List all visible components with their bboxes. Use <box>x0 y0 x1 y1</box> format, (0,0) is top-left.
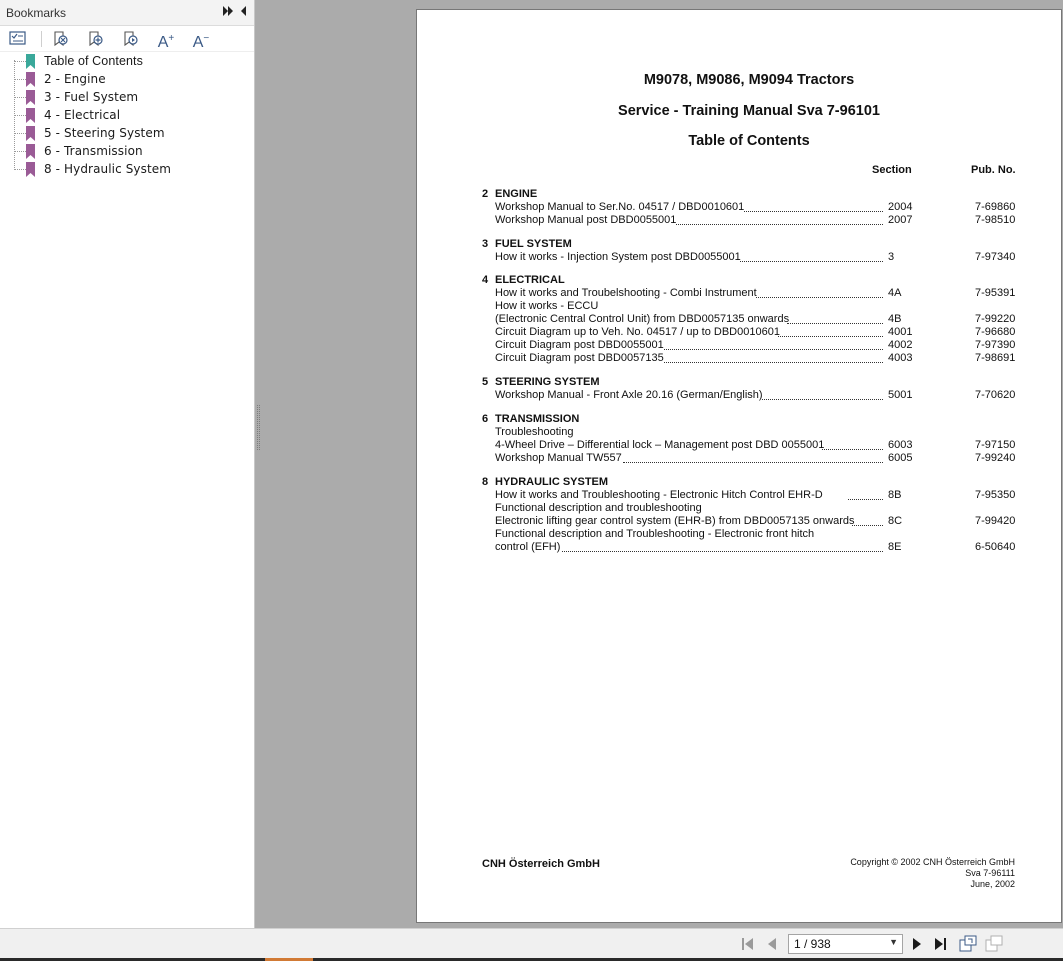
dot-leader <box>848 499 883 500</box>
section-heading: FUEL SYSTEM <box>495 238 572 250</box>
toc-entry-text: 4-Wheel Drive – Differential lock – Management post DBD 0055001 <box>495 439 825 451</box>
bookmark-flag-icon <box>26 162 36 177</box>
document-page <box>416 9 1062 923</box>
previous-page-icon[interactable] <box>767 937 777 951</box>
footer-doc-number: Sva 7-96111 <box>965 868 1015 878</box>
dot-leader <box>787 323 883 324</box>
dot-leader <box>676 224 883 225</box>
bookmark-transmission[interactable] <box>14 143 244 161</box>
panel-collapse-icon[interactable] <box>240 6 247 19</box>
toc-pub-number: 7-99220 <box>975 313 1016 325</box>
toc-entry-text: Functional description and Troubleshooting - Electronic front hitch <box>495 528 815 540</box>
section-heading: STEERING SYSTEM <box>495 376 600 388</box>
section-number: 8 <box>482 476 489 488</box>
toc-section-code: 8B <box>888 489 902 501</box>
dot-leader <box>562 551 883 552</box>
toc-pub-number: 6-50640 <box>975 541 1016 553</box>
toc-pub-number: 7-69860 <box>975 201 1016 213</box>
add-bookmark-icon[interactable] <box>87 30 107 48</box>
bookmark-steering-system[interactable] <box>14 125 244 143</box>
toolbar-separator <box>41 31 42 47</box>
tree-connector <box>14 61 26 62</box>
panel-splitter[interactable] <box>257 405 260 450</box>
font-increase-icon[interactable]: A+ <box>157 33 175 51</box>
toc-section-code: 4002 <box>888 339 913 351</box>
toc-section-code: 4003 <box>888 352 913 364</box>
tree-connector <box>14 79 26 80</box>
bookmarks-panel-header <box>0 0 254 26</box>
toc-pub-number: 7-98510 <box>975 214 1016 226</box>
dot-leader <box>778 336 883 337</box>
fit-page-icon[interactable] <box>959 935 977 949</box>
tree-connector <box>14 169 26 170</box>
toc-entry-text: Circuit Diagram post DBD0055001 <box>495 339 664 351</box>
toc-entry-text: Troubleshooting <box>495 426 574 438</box>
toc-section-code: 2004 <box>888 201 913 213</box>
toc-section-code: 6005 <box>888 452 913 464</box>
toc-entry-text: Workshop Manual post DBD0055001 <box>495 214 677 226</box>
toc-section-code: 6003 <box>888 439 913 451</box>
section-heading: ELECTRICAL <box>495 274 565 286</box>
toc-section-code: 4001 <box>888 326 913 338</box>
page-navigation-bar <box>0 928 1063 958</box>
section-number: 4 <box>482 274 489 286</box>
bookmark-flag-icon <box>26 54 36 69</box>
document-title-models: M9078, M9086, M9094 Tractors <box>643 72 855 88</box>
toc-pub-number: 7-99420 <box>975 515 1016 527</box>
dot-leader <box>756 297 883 298</box>
bookmark-options-icon[interactable] <box>9 30 29 48</box>
page-indicator: 1 / 938 <box>794 937 831 951</box>
toc-pub-number: 7-95350 <box>975 489 1016 501</box>
toc-entry-text: How it works - Injection System post DBD0055001 <box>495 251 741 263</box>
panel-expand-icon[interactable] <box>223 6 234 19</box>
toc-pub-number: 7-70620 <box>975 389 1016 401</box>
dot-leader <box>664 362 883 363</box>
toc-entry-text: Electronic lifting gear control system (EHR-B) from DBD0057135 onwards <box>495 515 855 527</box>
toc-section-code: 4B <box>888 313 902 325</box>
toc-section-code: 4A <box>888 287 902 299</box>
toc-pub-number: 7-96680 <box>975 326 1016 338</box>
toc-pub-number: 7-97340 <box>975 251 1016 263</box>
section-number: 3 <box>482 238 489 250</box>
toc-pub-number: 7-99240 <box>975 452 1016 464</box>
dot-leader <box>744 211 883 212</box>
bookmark-label: 8 - Hydraulic System <box>44 162 172 176</box>
section-heading: HYDRAULIC SYSTEM <box>495 476 609 488</box>
bookmark-table-of-contents[interactable] <box>14 53 244 71</box>
toc-section-code: 2007 <box>888 214 913 226</box>
toc-entry-text: control (EFH) <box>495 541 561 553</box>
last-page-icon[interactable] <box>934 937 948 951</box>
tree-connector <box>14 115 26 116</box>
bookmark-flag-icon <box>26 72 36 87</box>
bookmark-properties-icon[interactable] <box>122 30 142 48</box>
panel-title: Bookmarks <box>6 6 67 20</box>
toc-section-code: 8E <box>888 541 902 553</box>
toc-pub-number: 7-98691 <box>975 352 1016 364</box>
toc-entry-text: Functional description and troubleshooting <box>495 502 702 514</box>
dot-leader <box>852 525 883 526</box>
bookmark-label: Table of Contents <box>44 54 143 68</box>
toc-section-code: 5001 <box>888 389 913 401</box>
dot-leader <box>762 399 883 400</box>
dot-leader <box>623 462 883 463</box>
bookmark-hydraulic-system[interactable] <box>14 161 244 179</box>
bookmark-electrical[interactable] <box>14 107 244 125</box>
dot-leader <box>822 449 883 450</box>
two-page-view-icon[interactable] <box>985 935 1003 949</box>
toc-entry-text: How it works - ECCU <box>495 300 599 312</box>
bookmark-flag-icon <box>26 90 36 105</box>
bookmark-flag-icon <box>26 144 36 159</box>
toc-entry-text: How it works and Troubelshooting - Combi Instrument <box>495 287 757 299</box>
bookmark-label: 6 - Transmission <box>44 144 143 158</box>
bookmark-flag-icon <box>26 126 36 141</box>
footer-company: CNH Österreich GmbH <box>482 858 600 870</box>
column-header-pub: Pub. No. <box>971 164 1016 176</box>
bookmark-label: 4 - Electrical <box>44 108 121 122</box>
tree-connector <box>14 151 26 152</box>
toc-entry-text: (Electronic Central Control Unit) from DBD0057135 onwards <box>495 313 790 325</box>
footer-date: June, 2002 <box>970 879 1015 889</box>
toc-entry-text: Circuit Diagram up to Veh. No. 04517 / up to DBD0010601 <box>495 326 780 338</box>
font-decrease-icon[interactable]: A− <box>192 33 210 51</box>
footer-copyright: Copyright © 2002 CNH Österreich GmbH <box>850 857 1015 867</box>
tree-connector <box>14 97 26 98</box>
toc-entry-text: How it works and Troubleshooting - Electronic Hitch Control EHR-D <box>495 489 823 501</box>
section-number: 2 <box>482 188 489 200</box>
toc-section-code: 8C <box>888 515 903 527</box>
section-heading: TRANSMISSION <box>495 413 580 425</box>
bookmark-label: 2 - Engine <box>44 72 106 86</box>
bookmark-label: 3 - Fuel System <box>44 90 139 104</box>
dot-leader <box>664 349 883 350</box>
toc-pub-number: 7-97390 <box>975 339 1016 351</box>
document-title-manual: Service - Training Manual Sva 7-96101 <box>618 103 880 119</box>
bookmarks-toolbar <box>0 26 254 52</box>
first-page-icon[interactable] <box>741 937 755 951</box>
toc-section-code: 3 <box>888 251 895 263</box>
section-number: 6 <box>482 413 489 425</box>
bookmarks-panel <box>0 0 255 928</box>
toc-entry-text: Workshop Manual to Ser.No. 04517 / DBD0010601 <box>495 201 745 213</box>
toc-entry-text: Circuit Diagram post DBD0057135 <box>495 352 664 364</box>
column-header-section: Section <box>872 164 912 176</box>
bookmark-engine[interactable] <box>14 71 244 89</box>
tree-connector <box>14 133 26 134</box>
toc-entry-text: Workshop Manual TW557 <box>495 452 622 464</box>
document-title-toc: Table of Contents <box>688 133 810 149</box>
bookmark-label: 5 - Steering System <box>44 126 165 140</box>
toc-pub-number: 7-95391 <box>975 287 1016 299</box>
delete-bookmark-icon[interactable] <box>52 30 72 48</box>
dot-leader <box>740 261 883 262</box>
section-number: 5 <box>482 376 489 388</box>
chevron-down-icon[interactable]: ▼ <box>889 937 898 947</box>
toc-entry-text: Workshop Manual - Front Axle 20.16 (German/English) <box>495 389 763 401</box>
page-number-input[interactable] <box>788 934 903 954</box>
section-heading: ENGINE <box>495 188 538 200</box>
bookmark-fuel-system[interactable] <box>14 89 244 107</box>
next-page-icon[interactable] <box>912 937 922 951</box>
toc-pub-number: 7-97150 <box>975 439 1016 451</box>
bookmark-flag-icon <box>26 108 36 123</box>
